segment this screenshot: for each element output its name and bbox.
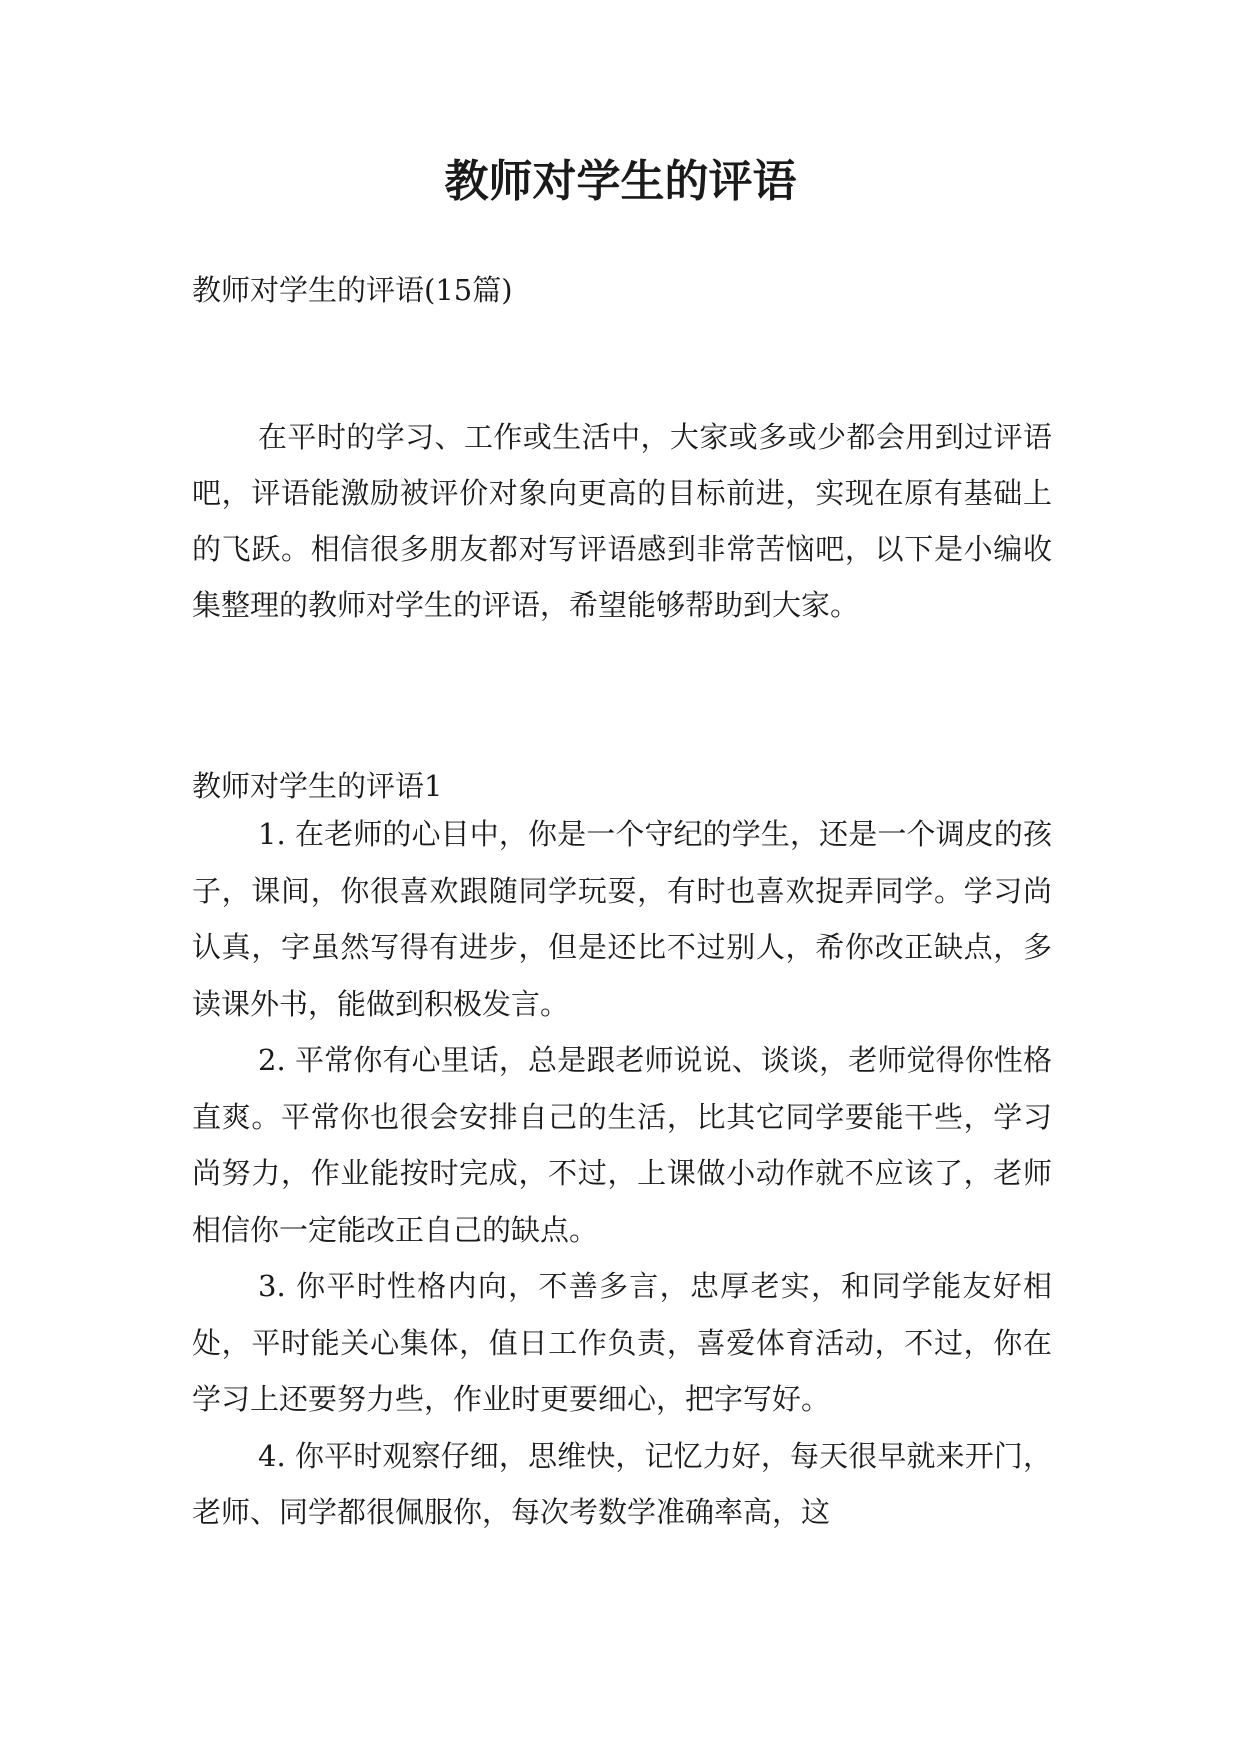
comment-item-1: 1. 在老师的心目中，你是一个守纪的学生，还是一个调皮的孩子，课间，你很喜欢跟随同学玩耍，有时也喜欢捉弄同学。学习尚认真，字虽然写得有进步，但是还比不过别人，希你改正缺点，多读课外书，能做到积极发言。 — [192, 817, 1052, 1021]
comment-item-3: 3. 你平时性格内向，不善多言，忠厚老实，和同学能友好相处，平时能关心集体，值日工作负责，喜爱体育活动，不过，你在学习上还要努力些，作业时更要细心，把字写好。 — [192, 1269, 1052, 1416]
document-subtitle: 教师对学生的评语(15篇) — [192, 273, 513, 307]
section-heading: 教师对学生的评语1 — [192, 769, 443, 803]
document-title: 教师对学生的评语 — [444, 156, 797, 207]
comment-item-4: 4. 你平时观察仔细，思维快，记忆力好，每天很早就来开门，老师、同学都很佩服你，每次考数学准确率高，这 — [192, 1438, 1052, 1529]
comment-item-2: 2. 平常你有心里话，总是跟老师说说、谈谈，老师觉得你性格直爽。平常你也很会安排自己的生活，比其它同学要能干些，学习尚努力，作业能按时完成，不过，上课做小动作就不应该了，老师相信你一定能改正自己的缺点。 — [192, 1043, 1052, 1247]
intro-paragraph: 在平时的学习、工作或生活中，大家或多或少都会用到过评语吧，评语能激励被评价对象向更高的目标前进，实现在原有基础上的飞跃。相信很多朋友都对写评语感到非常苦恼吧，以下是小编收集整理的教师对学生的评语，希望能够帮助到大家。 — [192, 420, 1052, 622]
comment-list — [192, 806, 1052, 1541]
